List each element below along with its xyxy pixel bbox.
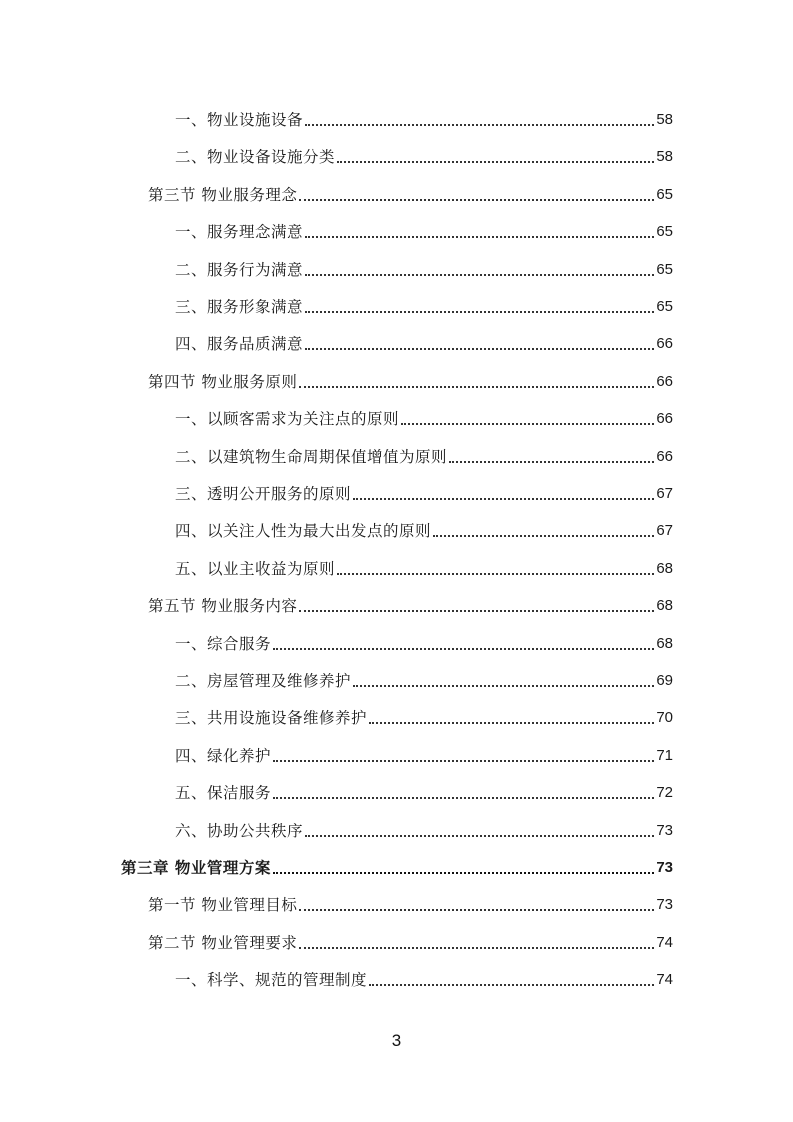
toc-entry-label: 第三节 物业服务理念 <box>148 185 298 204</box>
toc-entry-label: 第一节 物业管理目标 <box>148 896 298 915</box>
toc-entry-page: 68 <box>656 597 673 615</box>
page-number: 3 <box>391 1031 402 1050</box>
toc-entry-label: 二、物业设备设施分类 <box>175 148 336 167</box>
toc-entry-page: 67 <box>656 485 673 502</box>
toc-chapter-entry[interactable] <box>121 856 673 880</box>
toc-entry[interactable] <box>175 632 673 656</box>
toc-section-entry[interactable] <box>148 370 673 394</box>
toc-dot-leader <box>299 370 654 394</box>
toc-entry-label: 四、绿化养护 <box>175 746 272 765</box>
toc-entry-label: 二、服务行为满意 <box>175 260 304 279</box>
toc-dot-leader <box>353 669 654 693</box>
toc-entry[interactable] <box>175 781 673 805</box>
toc-entry-page: 66 <box>656 335 673 353</box>
toc-entry-page: 68 <box>656 634 673 652</box>
toc-entry-label: 四、服务品质满意 <box>175 335 304 354</box>
toc-entry-label: 六、协助公共秩序 <box>175 821 304 840</box>
toc-dot-leader <box>273 856 654 880</box>
toc-entry[interactable] <box>175 557 673 581</box>
toc-entry-label: 第四节 物业服务原则 <box>148 372 298 391</box>
toc-dot-leader <box>273 744 654 768</box>
toc-entry-page: 67 <box>656 522 673 540</box>
toc-entry[interactable] <box>175 519 673 543</box>
toc-entry-label: 一、服务理念满意 <box>175 223 304 242</box>
toc-entry[interactable] <box>175 669 673 693</box>
toc-dot-leader <box>353 482 654 506</box>
toc-entry-page: 65 <box>656 260 673 278</box>
toc-entry[interactable] <box>175 706 673 730</box>
toc-entry-page: 65 <box>656 185 673 203</box>
toc-dot-leader <box>305 220 654 244</box>
toc-entry-label: 一、科学、规范的管理制度 <box>175 971 368 990</box>
toc-entry-page: 66 <box>656 372 673 390</box>
toc-entry[interactable] <box>175 407 673 431</box>
toc-entry-page: 71 <box>656 746 673 764</box>
toc-section-entry[interactable] <box>148 931 673 955</box>
toc-entry[interactable] <box>175 968 673 992</box>
toc-dot-leader <box>305 819 654 843</box>
toc-dot-leader <box>305 332 654 356</box>
toc-entry[interactable] <box>175 482 673 506</box>
toc-dot-leader <box>305 108 654 132</box>
toc-entry-label: 二、房屋管理及维修养护 <box>175 672 352 690</box>
toc-dot-leader <box>305 295 654 319</box>
toc-entry[interactable] <box>175 145 673 169</box>
toc-entry[interactable] <box>175 332 673 356</box>
toc-entry-label: 二、以建筑物生命周期保值增值为原则 <box>175 447 448 466</box>
toc-entry[interactable] <box>175 108 673 132</box>
toc-entry-page: 73 <box>656 859 673 876</box>
toc-entry-page: 65 <box>656 223 673 241</box>
toc-entry-page: 73 <box>656 896 673 914</box>
toc-entry-label: 第二节 物业管理要求 <box>148 933 298 952</box>
toc-dot-leader <box>299 931 654 955</box>
toc-entry-page: 66 <box>656 447 673 465</box>
toc-section-entry[interactable] <box>148 183 673 207</box>
toc-dot-leader <box>449 445 654 469</box>
toc-entry-page: 65 <box>656 298 673 315</box>
toc-entry[interactable] <box>175 258 673 282</box>
toc-entry-page: 74 <box>656 933 673 951</box>
toc-dot-leader <box>299 893 654 917</box>
toc-entry[interactable] <box>175 744 673 768</box>
toc-dot-leader <box>305 258 654 282</box>
toc-section-entry[interactable] <box>148 594 673 618</box>
toc-entry-page: 58 <box>656 111 673 128</box>
toc-entry-label: 第五节 物业服务内容 <box>148 597 298 616</box>
toc-entry-page: 72 <box>656 784 673 802</box>
toc-dot-leader <box>401 407 654 431</box>
toc-entry-label: 一、以顾客需求为关注点的原则 <box>175 410 400 429</box>
toc-entry-label: 一、物业设施设备 <box>175 111 304 129</box>
toc-entry-label: 五、保洁服务 <box>175 784 272 803</box>
toc-entry[interactable] <box>175 220 673 244</box>
toc-dot-leader <box>273 781 654 805</box>
toc-entry[interactable] <box>175 295 673 319</box>
toc-dot-leader <box>433 519 654 543</box>
toc-entry[interactable] <box>175 445 673 469</box>
toc-entry-label: 三、服务形象满意 <box>175 298 304 316</box>
toc-section-entry[interactable] <box>148 893 673 917</box>
toc-entry-label: 三、透明公开服务的原则 <box>175 485 352 503</box>
toc-dot-leader <box>299 594 654 618</box>
toc-entry-page: 74 <box>656 971 673 989</box>
toc-dot-leader <box>337 557 654 581</box>
toc-entry-page: 73 <box>656 821 673 839</box>
toc-dot-leader <box>369 706 654 730</box>
toc-entry-page: 58 <box>656 148 673 166</box>
toc-entry-page: 69 <box>656 672 673 689</box>
toc-entry-label: 三、共用设施设备维修养护 <box>175 709 368 728</box>
toc-entry-page: 68 <box>656 559 673 577</box>
toc-entry-label: 四、以关注人性为最大出发点的原则 <box>175 522 432 541</box>
toc-entry-page: 66 <box>656 410 673 428</box>
toc-dot-leader <box>273 632 654 656</box>
toc-entry-label: 第三章 物业管理方案 <box>121 859 271 877</box>
toc-dot-leader <box>369 968 654 992</box>
toc-entry-label: 一、综合服务 <box>175 634 272 653</box>
toc-entry[interactable] <box>175 819 673 843</box>
toc-entry-label: 五、以业主收益为原则 <box>175 559 336 578</box>
toc-dot-leader <box>299 183 654 207</box>
toc-entry-page: 70 <box>656 709 673 727</box>
toc-dot-leader <box>337 145 654 169</box>
